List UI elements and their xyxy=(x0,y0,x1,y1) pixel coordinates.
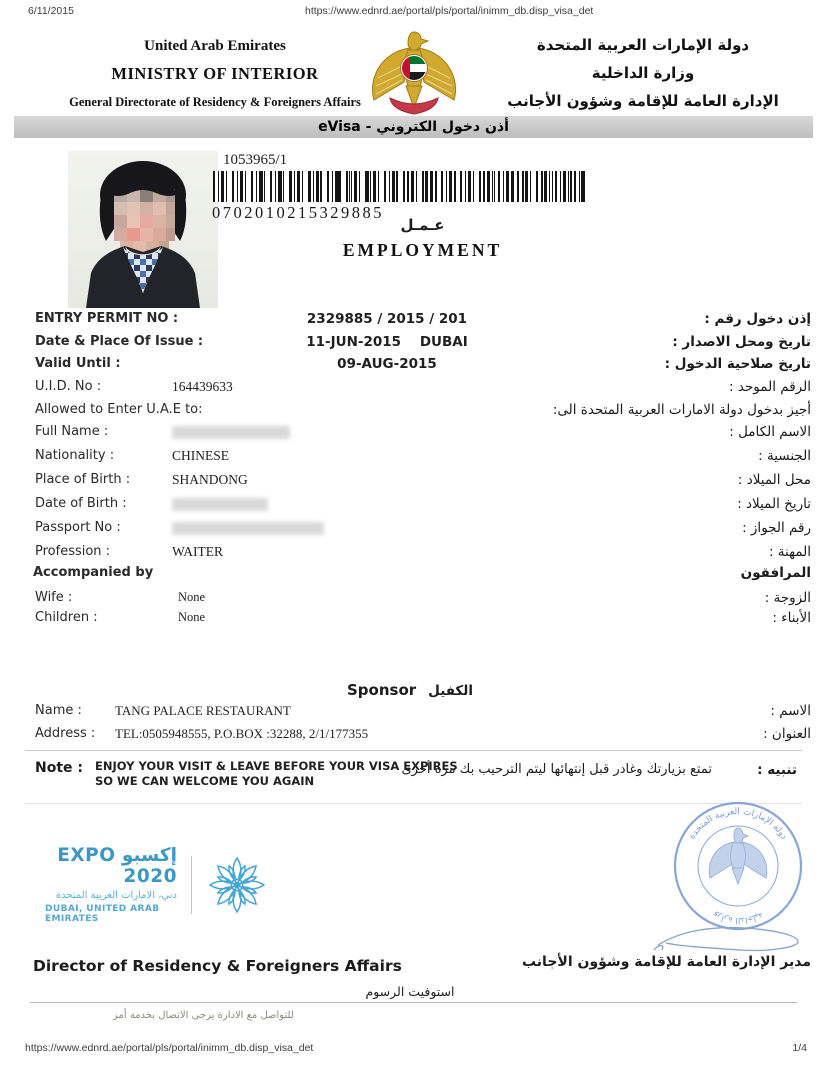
redacted-full-name xyxy=(172,426,290,439)
expo-logo-text xyxy=(45,845,177,924)
print-date: 6/11/2015 xyxy=(28,5,74,17)
field-label-ar: المهنة : xyxy=(768,544,811,560)
visa-type-arabic: عـمـل xyxy=(400,216,445,234)
field-label: Date & Place Of Issue : xyxy=(35,334,204,349)
note-label-ar: تنبيه : xyxy=(757,762,797,778)
expo-title: إكسبو EXPO 2020 xyxy=(57,845,177,887)
header-arabic xyxy=(478,36,808,120)
evisa-title-banner: أذن دخول الكتروني - eVisa xyxy=(14,116,813,138)
field-row-uid-no xyxy=(0,379,827,399)
note-text-en: ENJOY YOUR VISIT & LEAVE BEFORE YOUR VISA EXPIRES SO WE CAN WELCOME YOU AGAIN xyxy=(95,759,458,788)
applicant-photo xyxy=(68,151,218,308)
visa-type-english: EMPLOYMENT xyxy=(342,240,503,260)
field-row-allowed-to-enter xyxy=(0,402,827,422)
expo-divider xyxy=(191,856,192,914)
field-label-ar: الرقم الموحد : xyxy=(729,379,811,395)
field-label-ar: الاسم الكامل : xyxy=(729,424,811,440)
field-row-date-of-birth xyxy=(0,496,827,516)
field-value: CHINESE xyxy=(172,448,229,463)
ministry-name-en: MINISTRY OF INTERIOR xyxy=(111,64,319,83)
field-label: Name : xyxy=(35,703,82,718)
barcode xyxy=(213,171,585,202)
uae-emblem-icon xyxy=(366,28,462,120)
field-label-ar: الاسم : xyxy=(770,703,811,719)
field-row-children xyxy=(0,610,827,630)
sponsor-heading-ar: الكفيل xyxy=(428,683,473,699)
field-value: None xyxy=(178,610,206,624)
field-label-ar: الأبناء : xyxy=(772,610,811,626)
redacted-date-of-birth xyxy=(172,498,268,511)
field-label: Allowed to Enter U.A.E to: xyxy=(35,402,203,417)
visa-serial-number: 1053965/1 xyxy=(223,152,288,168)
scan-divider-line xyxy=(25,750,802,751)
field-label-ar: محل الميلاد : xyxy=(737,472,811,488)
contact-note-ar: للتواصل مع الادارة يرجى الاتصال بخدمة أمر xyxy=(113,1010,294,1021)
note-label: Note : xyxy=(35,760,83,776)
field-label: Valid Until : xyxy=(35,356,121,371)
stamp-arc-bottom-text: وزارة الداخلية xyxy=(711,909,765,926)
field-row-entry-permit-no xyxy=(0,311,827,331)
field-row-date-place-of-issue xyxy=(0,334,827,354)
field-label-ar: رقم الجواز : xyxy=(742,520,811,536)
field-value: 2329885 / 2015 / 201 xyxy=(306,311,468,327)
directorate-name-ar: الإدارة العامة للإقامة وشؤون الأجانب xyxy=(507,92,779,110)
field-value: 11-JUN-2015 DUBAI xyxy=(306,334,468,350)
fees-collected-ar: استوفيت الرسوم xyxy=(365,984,455,999)
field-label: Profession : xyxy=(35,544,111,559)
field-label-ar: الجنسية : xyxy=(758,448,811,464)
barcode-number: 0702010215329885 xyxy=(212,203,384,222)
field-row-nationality xyxy=(0,448,827,468)
field-row-profession xyxy=(0,544,827,564)
sponsor-heading-row xyxy=(290,681,530,699)
field-label: U.I.D. No : xyxy=(35,379,102,394)
field-label: Address : xyxy=(35,726,96,741)
field-value: WAITER xyxy=(172,544,223,559)
field-label: Full Name : xyxy=(35,424,109,439)
ministry-name-ar: وزارة الداخلية xyxy=(591,64,695,82)
field-label-ar: تاريخ ومحل الاصدار : xyxy=(672,334,811,350)
field-row-valid-until xyxy=(0,356,827,376)
field-row-sponsor-address xyxy=(0,726,827,746)
field-label: Children : xyxy=(35,610,98,625)
field-row-sponsor-name xyxy=(0,703,827,723)
accompanied-heading: Accompanied by xyxy=(33,565,154,580)
field-label-ar: إذن دخول رقم : xyxy=(704,311,811,327)
field-label-ar: أجيز بدخول دولة الامارات العربية المتحدة الى: xyxy=(552,402,811,418)
stamp-arc-top-text: دولة الإمارات العربية المتحدة xyxy=(687,806,789,842)
field-value: 164439633 xyxy=(172,379,233,394)
print-url: https://www.ednrd.ae/portal/pls/portal/inimm_db.disp_visa_det xyxy=(305,5,594,17)
visa-type xyxy=(330,216,515,261)
field-label: Passport No : xyxy=(35,520,121,535)
field-label: Place of Birth : xyxy=(35,472,131,487)
field-label: Wife : xyxy=(35,590,73,605)
field-row-wife xyxy=(0,590,827,610)
field-label-ar: تاريخ صلاحية الدخول : xyxy=(664,356,811,372)
field-row-place-of-birth xyxy=(0,472,827,492)
field-label-ar: الزوجة : xyxy=(764,590,811,606)
field-value: None xyxy=(178,590,206,604)
redacted-passport-no xyxy=(172,522,324,535)
expo-mandala-icon xyxy=(206,854,268,916)
field-row-passport-no xyxy=(0,520,827,540)
field-value: 09-AUG-2015 xyxy=(337,356,437,372)
field-label-ar: تاريخ الميلاد : xyxy=(737,496,811,512)
expo-subtitle-en: DUBAI, UNITED ARAB EMIRATES xyxy=(45,904,160,924)
country-name-ar: دولة الإمارات العربية المتحدة xyxy=(536,36,750,54)
director-title-ar: مدير الإدارة العامة للإقامة وشؤون الأجانب xyxy=(521,954,811,970)
expo-subtitle-ar: دبي، الامارات العربية المتحدة xyxy=(55,890,177,901)
accompanied-heading-ar: المرافقون xyxy=(740,565,811,581)
field-value: TEL:0505948555, P.O.BOX :32288, 2/1/177355 xyxy=(115,726,369,741)
print-page-number: 1/4 xyxy=(792,1042,807,1054)
field-row-full-name xyxy=(0,424,827,444)
field-label: ENTRY PERMIT NO : xyxy=(35,311,179,326)
directorate-name-en: General Directorate of Residency & Foreigners Affairs xyxy=(69,95,361,109)
print-footer-url: https://www.ednrd.ae/portal/pls/portal/inimm_db.disp_visa_det xyxy=(25,1042,314,1054)
sponsor-heading: Sponsor xyxy=(347,681,417,699)
field-value: SHANDONG xyxy=(172,472,248,487)
accompanied-heading-row xyxy=(0,565,827,585)
footer-rule xyxy=(30,1002,797,1003)
field-label: Nationality : xyxy=(35,448,115,463)
note-text-ar: تمتع بزيارتك وغادر قبل إنتهائها ليتم الترحيب بك مرة أخرى xyxy=(401,762,712,777)
field-value: TANG PALACE RESTAURANT xyxy=(115,703,291,718)
country-name-en: United Arab Emirates xyxy=(144,38,286,54)
director-title-en: Director of Residency & Foreigners Affairs xyxy=(33,957,402,975)
expo-2020-logo xyxy=(45,845,268,924)
field-label: Date of Birth : xyxy=(35,496,127,511)
header-english xyxy=(52,38,378,110)
field-label-ar: العنوان : xyxy=(763,726,811,742)
